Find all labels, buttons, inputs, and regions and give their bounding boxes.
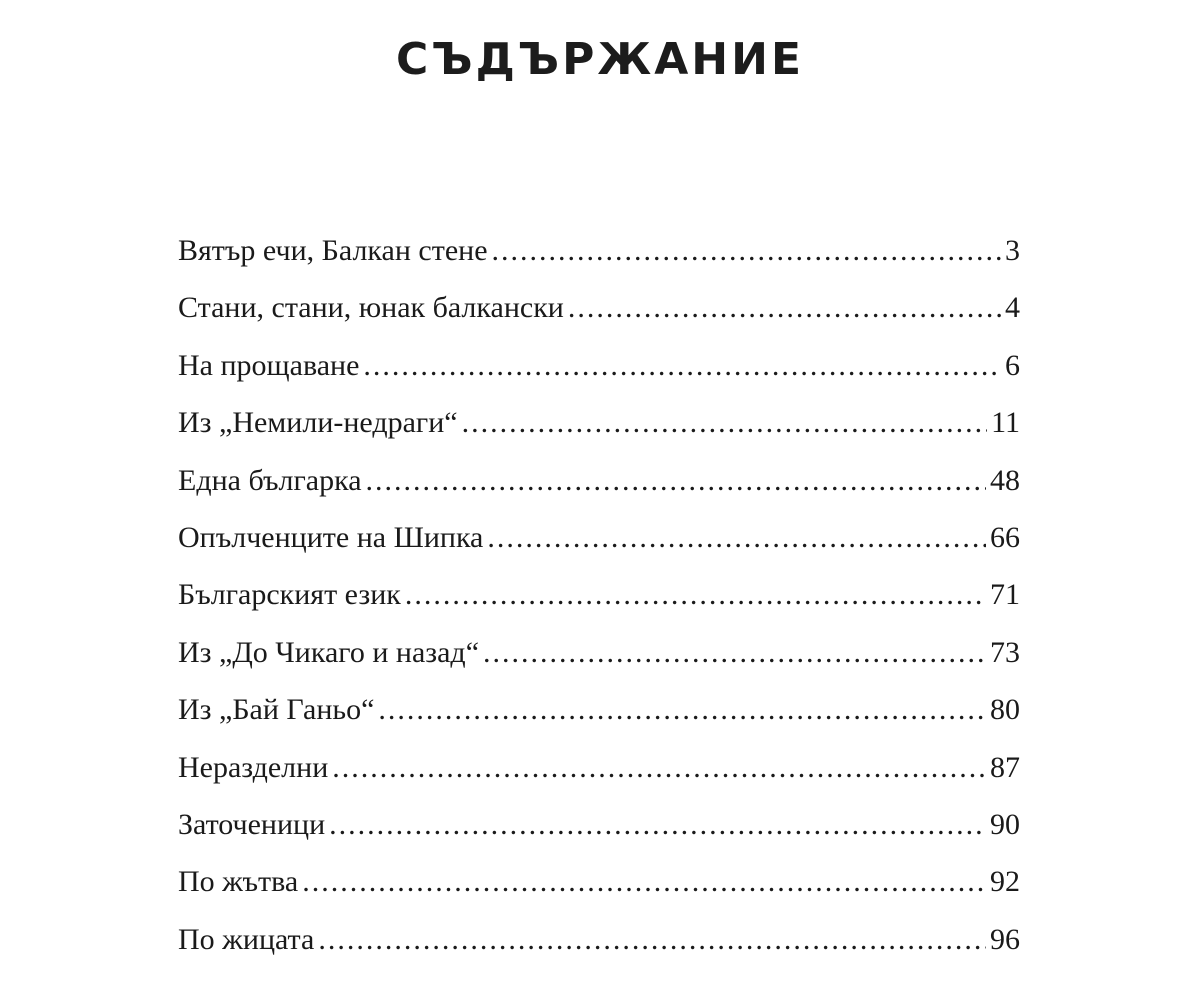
- toc-entry: [178, 636, 1020, 693]
- toc-entry-title: Стани, стани, юнак балкански: [178, 291, 564, 325]
- toc-leader-dots: [483, 636, 986, 670]
- toc-entry: [178, 406, 1020, 463]
- toc-entry: [178, 464, 1020, 521]
- toc-leader-dots: [487, 521, 986, 555]
- toc-entry-page: 87: [990, 750, 1020, 784]
- toc-leader-dots: [378, 693, 986, 727]
- toc-leader-dots: [302, 865, 986, 899]
- toc-leader-dots: [405, 578, 986, 612]
- toc-leader-dots: [318, 923, 986, 957]
- toc-entry: [178, 234, 1020, 291]
- toc-entry-title: Вятър ечи, Балкан стене: [178, 234, 488, 267]
- toc-entry-page: 66: [990, 520, 1020, 554]
- toc-leader-dots: [492, 234, 1001, 268]
- toc-entry-page: 90: [990, 807, 1020, 841]
- toc-entry-page: 71: [990, 578, 1020, 612]
- toc-leader-dots: [568, 291, 1001, 325]
- toc-entry-title: На прощаване: [178, 348, 360, 382]
- toc-leader-dots: [363, 349, 1001, 383]
- toc-entry-title: Опълченците на Шипка: [178, 520, 484, 554]
- toc-entry-title: Неразделни: [178, 750, 329, 784]
- toc-entry: [178, 291, 1020, 348]
- toc-entry: [178, 751, 1020, 808]
- toc-entry-page: 96: [990, 922, 1020, 956]
- toc-leader-dots: [329, 808, 986, 842]
- toc-leader-dots: [366, 464, 986, 498]
- toc-entry-title: По жицата: [178, 922, 315, 956]
- toc-entry-page: 80: [990, 693, 1020, 727]
- toc-entry: [178, 521, 1020, 578]
- page-title: СЪДЪРЖАНИЕ: [395, 34, 805, 85]
- toc-entry-page: 73: [990, 635, 1020, 669]
- toc-leader-dots: [332, 751, 986, 785]
- toc-entry-page: 3: [1005, 234, 1020, 267]
- toc-entry: [178, 693, 1020, 750]
- toc-entry-title: Из „Бай Ганьо“: [178, 693, 375, 727]
- toc-entry-title: Българският език: [178, 578, 401, 612]
- toc-entry-title: Една българка: [178, 463, 362, 497]
- toc-entry: [178, 808, 1020, 865]
- toc-entry: [178, 349, 1020, 406]
- toc-entry-title: По жътва: [178, 865, 299, 899]
- toc-entry-page: 6: [1005, 348, 1020, 382]
- toc-entry-page: 92: [990, 865, 1020, 899]
- toc-entry-page: 11: [991, 406, 1020, 440]
- toc-entry-title: Из „До Чикаго и назад“: [178, 635, 480, 669]
- toc-leader-dots: [462, 406, 988, 440]
- toc-list: [178, 234, 1020, 980]
- toc-entry-page: 4: [1005, 291, 1020, 325]
- toc-entry: [178, 923, 1020, 980]
- toc-entry-title: Из „Немили-недраги“: [178, 406, 458, 440]
- toc-entry: [178, 865, 1020, 922]
- toc-entry: [178, 578, 1020, 635]
- toc-entry-title: Заточеници: [178, 807, 326, 841]
- toc-entry-page: 48: [990, 463, 1020, 497]
